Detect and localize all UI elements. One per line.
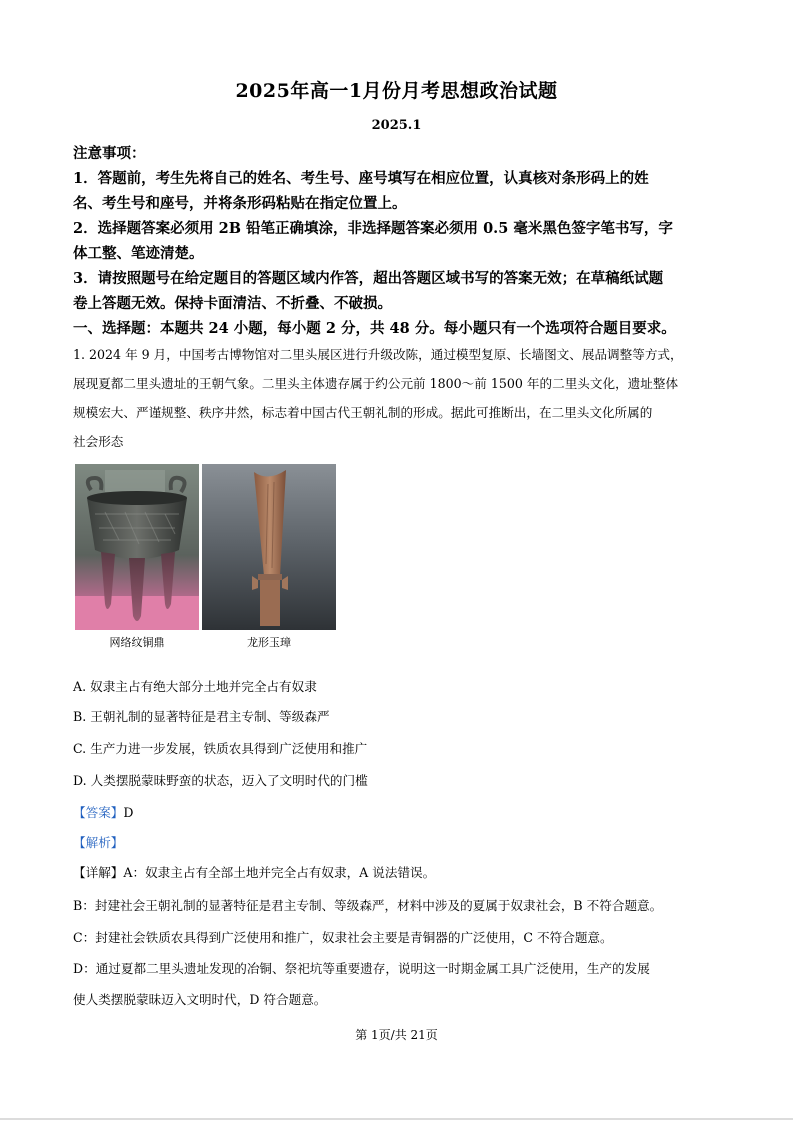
page-title: 2025年高一1月份月考思想政治试题 [235, 80, 558, 102]
notice-item-2-line-2: 体工整、笔迹清楚。 [73, 245, 204, 262]
page-footer: 第 1页/共 21页 [355, 1028, 438, 1042]
detail-a: A：奴隶主占有全部土地并完全占有奴隶，A 说法错误。 [123, 865, 436, 880]
answer-line [73, 802, 133, 821]
exam-date: 2025.1 [371, 118, 422, 133]
image-1-caption: 网络纹铜鼎 [109, 636, 165, 649]
question-1-line-4: 社会形态 [73, 434, 124, 449]
notice-item-3-line-2: 卷上答题无效。保持卡面清洁、不折叠、不破损。 [73, 295, 392, 312]
image-2-caption: 龙形玉璋 [247, 636, 291, 649]
detail-d-line-1: D：通过夏都二里头遗址发现的冶铜、祭祀坑等重要遗存，说明这一时期金属工具广泛使用，生产的发展 [73, 961, 650, 976]
notice-item-2-line-1: 2．选择题答案必须用 2B 铅笔正确填涂，非选择题答案必须用 0.5 毫米黑色签字笔书写，字 [73, 220, 673, 237]
option-b: B. 王朝礼制的显著特征是君主专制、等级森严 [73, 709, 330, 724]
notice-item-1-line-1: 1．答题前，考生先将自己的姓名、考生号、座号填写在相应位置，认真核对条形码上的姓 [73, 170, 649, 187]
question-1-line-3: 规模宏大、严谨规整、秩序井然，标志着中国古代王朝礼制的形成。据此可推断出，在二里头文化所属的 [73, 405, 653, 420]
page-bottom-rule [0, 1118, 793, 1120]
option-c: C. 生产力进一步发展，铁质农具得到广泛使用和推广 [73, 741, 368, 756]
notice-item-1-line-2: 名、考生号和座号，并将条形码粘贴在指定位置上。 [73, 195, 407, 212]
detail-label: 【详解】 [73, 865, 124, 880]
detail-d-line-2: 使人类摆脱蒙昧迈入文明时代，D 符合题意。 [73, 992, 327, 1007]
option-d: D. 人类摆脱蒙昧野蛮的状态，迈入了文明时代的门槛 [73, 773, 368, 788]
answer-label: 【答案】 [73, 805, 124, 820]
jade-zhang-image [202, 464, 336, 630]
answer-value: D [123, 805, 134, 820]
section-heading: 一、选择题：本题共 24 小题，每小题 2 分，共 48 分。每小题只有一个选项符合题目要求。 [73, 320, 676, 337]
detail-b: B：封建社会王朝礼制的显著特征是君主专制、等级森严，材料中涉及的夏属于奴隶社会，B 不符合题意。 [73, 898, 663, 913]
option-a: A. 奴隶主占有绝大部分土地并完全占有奴隶 [73, 679, 317, 694]
notice-item-3-line-1: 3．请按照题号在给定题目的答题区域内作答，超出答题区域书写的答案无效；在草稿纸试题 [73, 270, 664, 287]
notice-heading: 注意事项： [73, 145, 146, 162]
detail-a-line [73, 862, 435, 881]
detail-c: C：封建社会铁质农具得到广泛使用和推广，奴隶社会主要是青铜器的广泛使用，C 不符合题意。 [73, 930, 613, 945]
analysis-label: 【解析】 [73, 835, 124, 850]
question-1-line-2: 展现夏都二里头遗址的王朝气象。二里头主体遗存属于约公元前 1800～前 1500 年的二里头文化，遗址整体 [73, 376, 679, 391]
bronze-ding-image [75, 464, 199, 630]
question-1-line-1: 1. 2024 年 9 月，中国考古博物馆对二里头展区进行升级改陈，通过模型复原、长墙图文、展品调整等方式， [73, 347, 683, 362]
